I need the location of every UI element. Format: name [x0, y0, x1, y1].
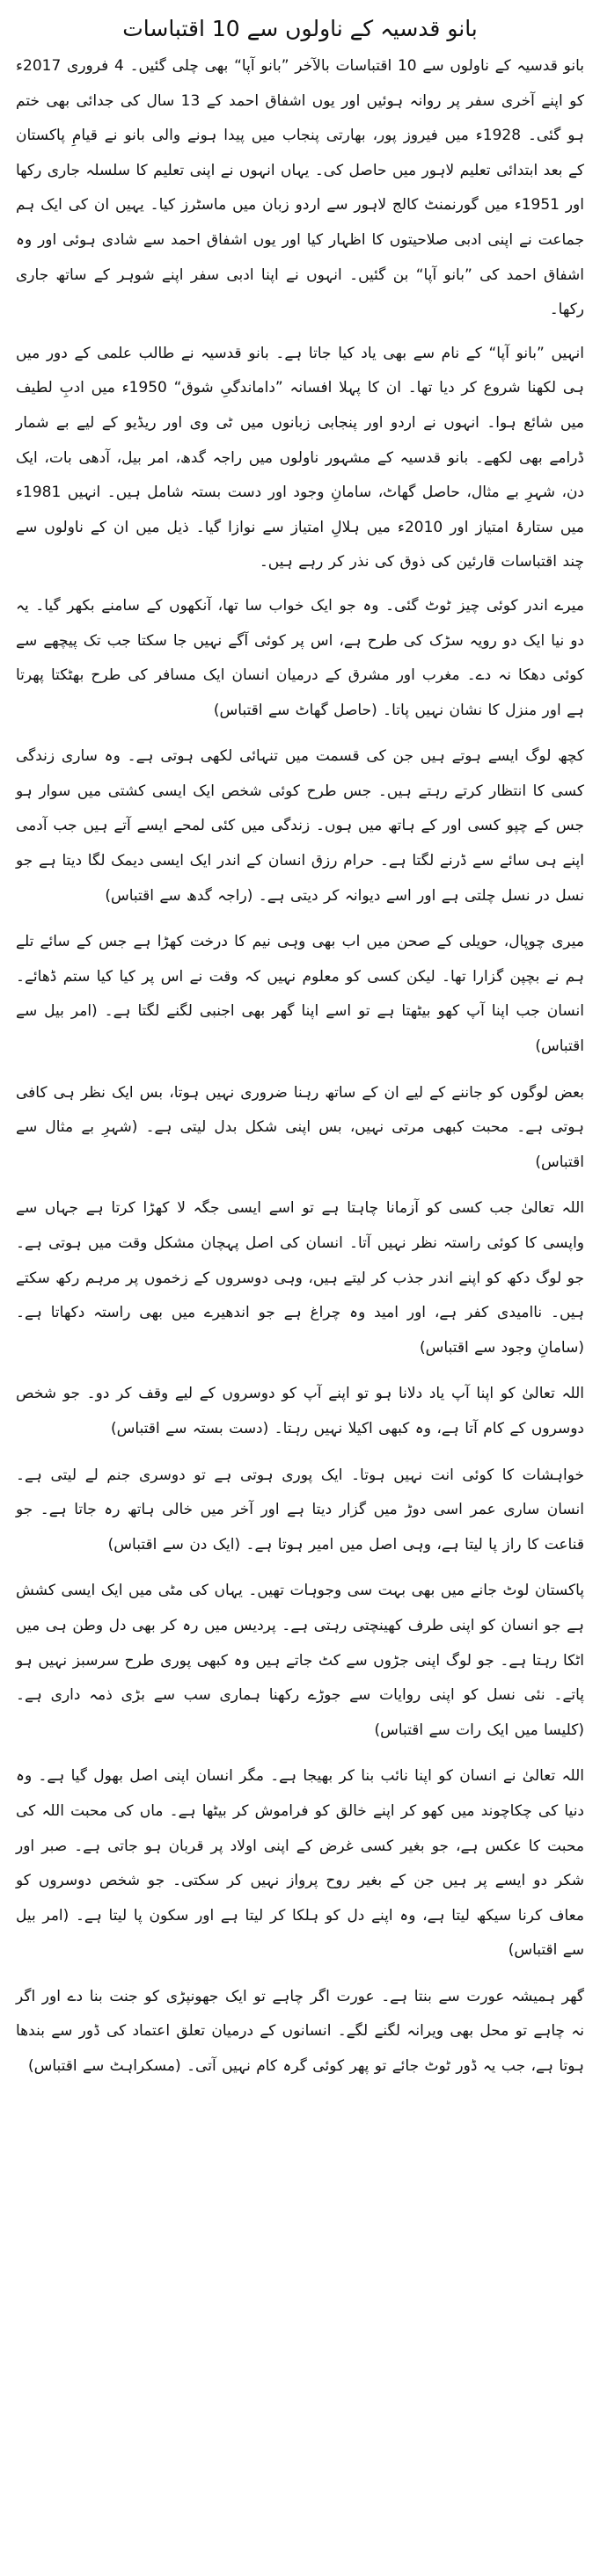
quote-10: گھر ہمیشہ عورت سے بنتا ہے۔ عورت اگر چاہے تو ایک جھونپڑی کو جنت بنا دے اور اگر نہ چاہے تو محل بھی ویرانہ لگنے لگے۔ انسانوں کے درمیان تعلق اعتماد کی ڈور سے بندھا ہوتا ہے، جب یہ ڈور ٹوٹ جائے تو پھر کوئی گرہ کام نہیں آتی۔ (مسکراہٹ سے اقتباس) — [16, 1987, 584, 2076]
intro-paragraph-1: بانو قدسیہ کے ناولوں سے 10 اقتباسات بالآخر ”بانو آپا“ بھی چلی گئیں۔ 4 فروری 2017ء کو اپنے آخری سفر پر روانہ ہوئیں اور یوں اشفاق احمد کے 13 سال کی جدائی بھی ختم ہو گئی۔ 1928ء میں فیروز پور، بھارتی پنجاب میں پیدا ہونے والی بانو نے قیامِ پاکستان کے بعد ابتدائی تعلیم لاہور میں حاصل کی۔ یہاں انہوں نے اپنی تعلیم کا سلسلہ جاری رکھا اور 1951ء میں گورنمنٹ کالج لاہور سے اردو زبان میں ماسٹرز کیا۔ یہیں ان کی ایک ہم جماعت نے اپنی ادبی صلاحیتوں کا اظہار کیا اور یوں اشفاق احمد سے شادی ہوئی اور وہ اشفاق احمد کی ”بانو آپا“ بن گئیں۔ انہوں نے اپنا ادبی سفر اپنے شوہر کے ساتھ جاری رکھا۔ — [16, 57, 584, 319]
quote-7: خواہشات کا کوئی انت نہیں ہوتا۔ ایک پوری ہوتی ہے تو دوسری جنم لے لیتی ہے۔ انسان ساری عمر اسی دوڑ میں گزار دیتا ہے اور آخر میں خالی ہاتھ رہ جاتا ہے۔ جو قناعت کا راز پا لیتا ہے، وہی اصل میں امیر ہوتا ہے۔ (ایک دن سے اقتباس) — [16, 1466, 584, 1554]
quote-9: اللہ تعالیٰ نے انسان کو اپنا نائب بنا کر بھیجا ہے۔ مگر انسان اپنی اصل بھول گیا ہے۔ وہ دنیا کی چکاچوند میں کھو کر اپنے خالق کو فراموش کر بیٹھا ہے۔ ماں کی محبت اللہ کی محبت کا عکس ہے، جو بغیر کسی غرض کے اپنی اولاد پر قربان ہو جاتی ہے۔ صبر اور شکر دو ایسے پر ہیں جن کے بغیر روح پرواز نہیں کر سکتی۔ جو شخص دوسروں کو معاف کرنا سیکھ لیتا ہے، وہ اپنے دل کو ہلکا کر لیتا ہے اور سکون پا لیتا ہے۔ (امر بیل سے اقتباس) — [16, 1767, 584, 1960]
quote-1: میرے اندر کوئی چیز ٹوٹ گئی۔ وہ جو ایک خواب سا تھا، آنکھوں کے سامنے بکھر گیا۔ یہ دو نیا ایک دو رویہ سڑک کی طرح ہے، اس پر کوئی آگے نہیں جا سکتا جب تک پیچھے سے کوئی دھکا نہ دے۔ مغرب اور مشرق کے درمیان انسان ایک مسافر کی طرح بھٹکتا پھرتا ہے اور منزل کا نشان نہیں پاتا۔ (حاصل گھاٹ سے اقتباس) — [16, 596, 584, 719]
intro-paragraph-2: انہیں ”بانو آپا“ کے نام سے بھی یاد کیا جاتا ہے۔ بانو قدسیہ نے طالب علمی کے دور میں ہی لکھنا شروع کر دیا تھا۔ ان کا پہلا افسانہ ”داماندگیِ شوق“ 1950ء میں ادبِ لطیف میں شائع ہوا۔ انہوں نے اردو اور پنجابی زبانوں میں ٹی وی اور ریڈیو کے لیے بے شمار ڈرامے بھی لکھے۔ بانو قدسیہ کے مشہور ناولوں میں راجہ گدھ، امر بیل، آدھی بات، ایک دن، شہرِ بے مثال، حاصل گھاٹ، سامانِ وجود اور دست بستہ شامل ہیں۔ انہیں 1981ء میں ستارۂ امتیاز اور 2010ء میں ہلالِ امتیاز سے نوازا گیا۔ ذیل میں ان کے ناولوں سے چند اقتباسات قارئین کی ذوق کی نذر کر رہے ہیں۔ — [16, 344, 584, 571]
article-title: بانو قدسیہ کے ناولوں سے 10 اقتباسات — [122, 16, 478, 41]
quote-6: اللہ تعالیٰ کو اپنا آپ یاد دلانا ہو تو اپنے آپ کو دوسروں کے لیے وقف کر دو۔ جو شخص دوسروں کے کام آتا ہے، وہ کبھی اکیلا نہیں رہتا۔ (دست بستہ سے اقتباس) — [16, 1385, 584, 1437]
quote-4: بعض لوگوں کو جاننے کے لیے ان کے ساتھ رہنا ضروری نہیں ہوتا، بس ایک نظر ہی کافی ہوتی ہے۔ محبت کبھی مرتی نہیں، بس اپنی شکل بدل لیتی ہے۔ (شہرِ بے مثال سے اقتباس) — [16, 1083, 584, 1171]
quote-2: کچھ لوگ ایسے ہوتے ہیں جن کی قسمت میں تنہائی لکھی ہوتی ہے۔ وہ ساری زندگی کسی کا انتظار کرتے رہتے ہیں۔ جس طرح کوئی شخص ایک ایسی کشتی میں سوار ہو جس کے چپو کسی اور کے ہاتھ میں ہوں۔ زندگی میں کئی لمحے ایسے آتے ہیں جب آدمی اپنے ہی سائے سے ڈرنے لگتا ہے۔ حرام رزق انسان کے اندر ایک ایسی دیمک لگا دیتا ہے جو نسل در نسل چلتی ہے اور اسے دیوانہ کر دیتی ہے۔ (راجہ گدھ سے اقتباس) — [16, 747, 584, 905]
quote-8: پاکستان لوٹ جانے میں بھی بہت سی وجوہات تھیں۔ یہاں کی مٹی میں ایک ایسی کشش ہے جو انسان کو اپنی طرف کھینچتی رہتی ہے۔ پردیس میں رہ کر بھی دل وطن ہی میں اٹکا رہتا ہے۔ جو لوگ اپنی جڑوں سے کٹ جاتے ہیں وہ کبھی پوری طرح سرسبز نہیں ہو پاتے۔ نئی نسل کو اپنی روایات سے جوڑے رکھنا ہماری سب سے بڑی ذمہ داری ہے۔ (کلیسا میں ایک رات سے اقتباس) — [16, 1582, 584, 1739]
quote-3: میری چوپال، حویلی کے صحن میں اب بھی وہی نیم کا درخت کھڑا ہے جس کے سائے تلے ہم نے بچپن گزارا تھا۔ لیکن کسی کو معلوم نہیں کہ وقت نے اس پر کیا کیا ستم ڈھائے۔ انسان جب اپنا آپ کھو بیٹھتا ہے تو اسے اپنا گھر بھی اجنبی لگنے لگتا ہے۔ (امر بیل سے اقتباس) — [16, 933, 584, 1056]
quote-5: اللہ تعالیٰ جب کسی کو آزمانا چاہتا ہے تو اسے ایسی جگہ لا کھڑا کرتا ہے جہاں سے واپسی کا کوئی راستہ نظر نہیں آتا۔ انسان کی اصل پہچان مشکل وقت میں ہوتی ہے۔ جو لوگ دکھ کو اپنے اندر جذب کر لیتے ہیں، وہی دوسروں کے زخموں پر مرہم رکھ سکتے ہیں۔ ناامیدی کفر ہے، اور امید وہ چراغ ہے جو اندھیرے میں بھی راستہ دکھاتا ہے۔ (سامانِ وجود سے اقتباس) — [16, 1199, 584, 1357]
